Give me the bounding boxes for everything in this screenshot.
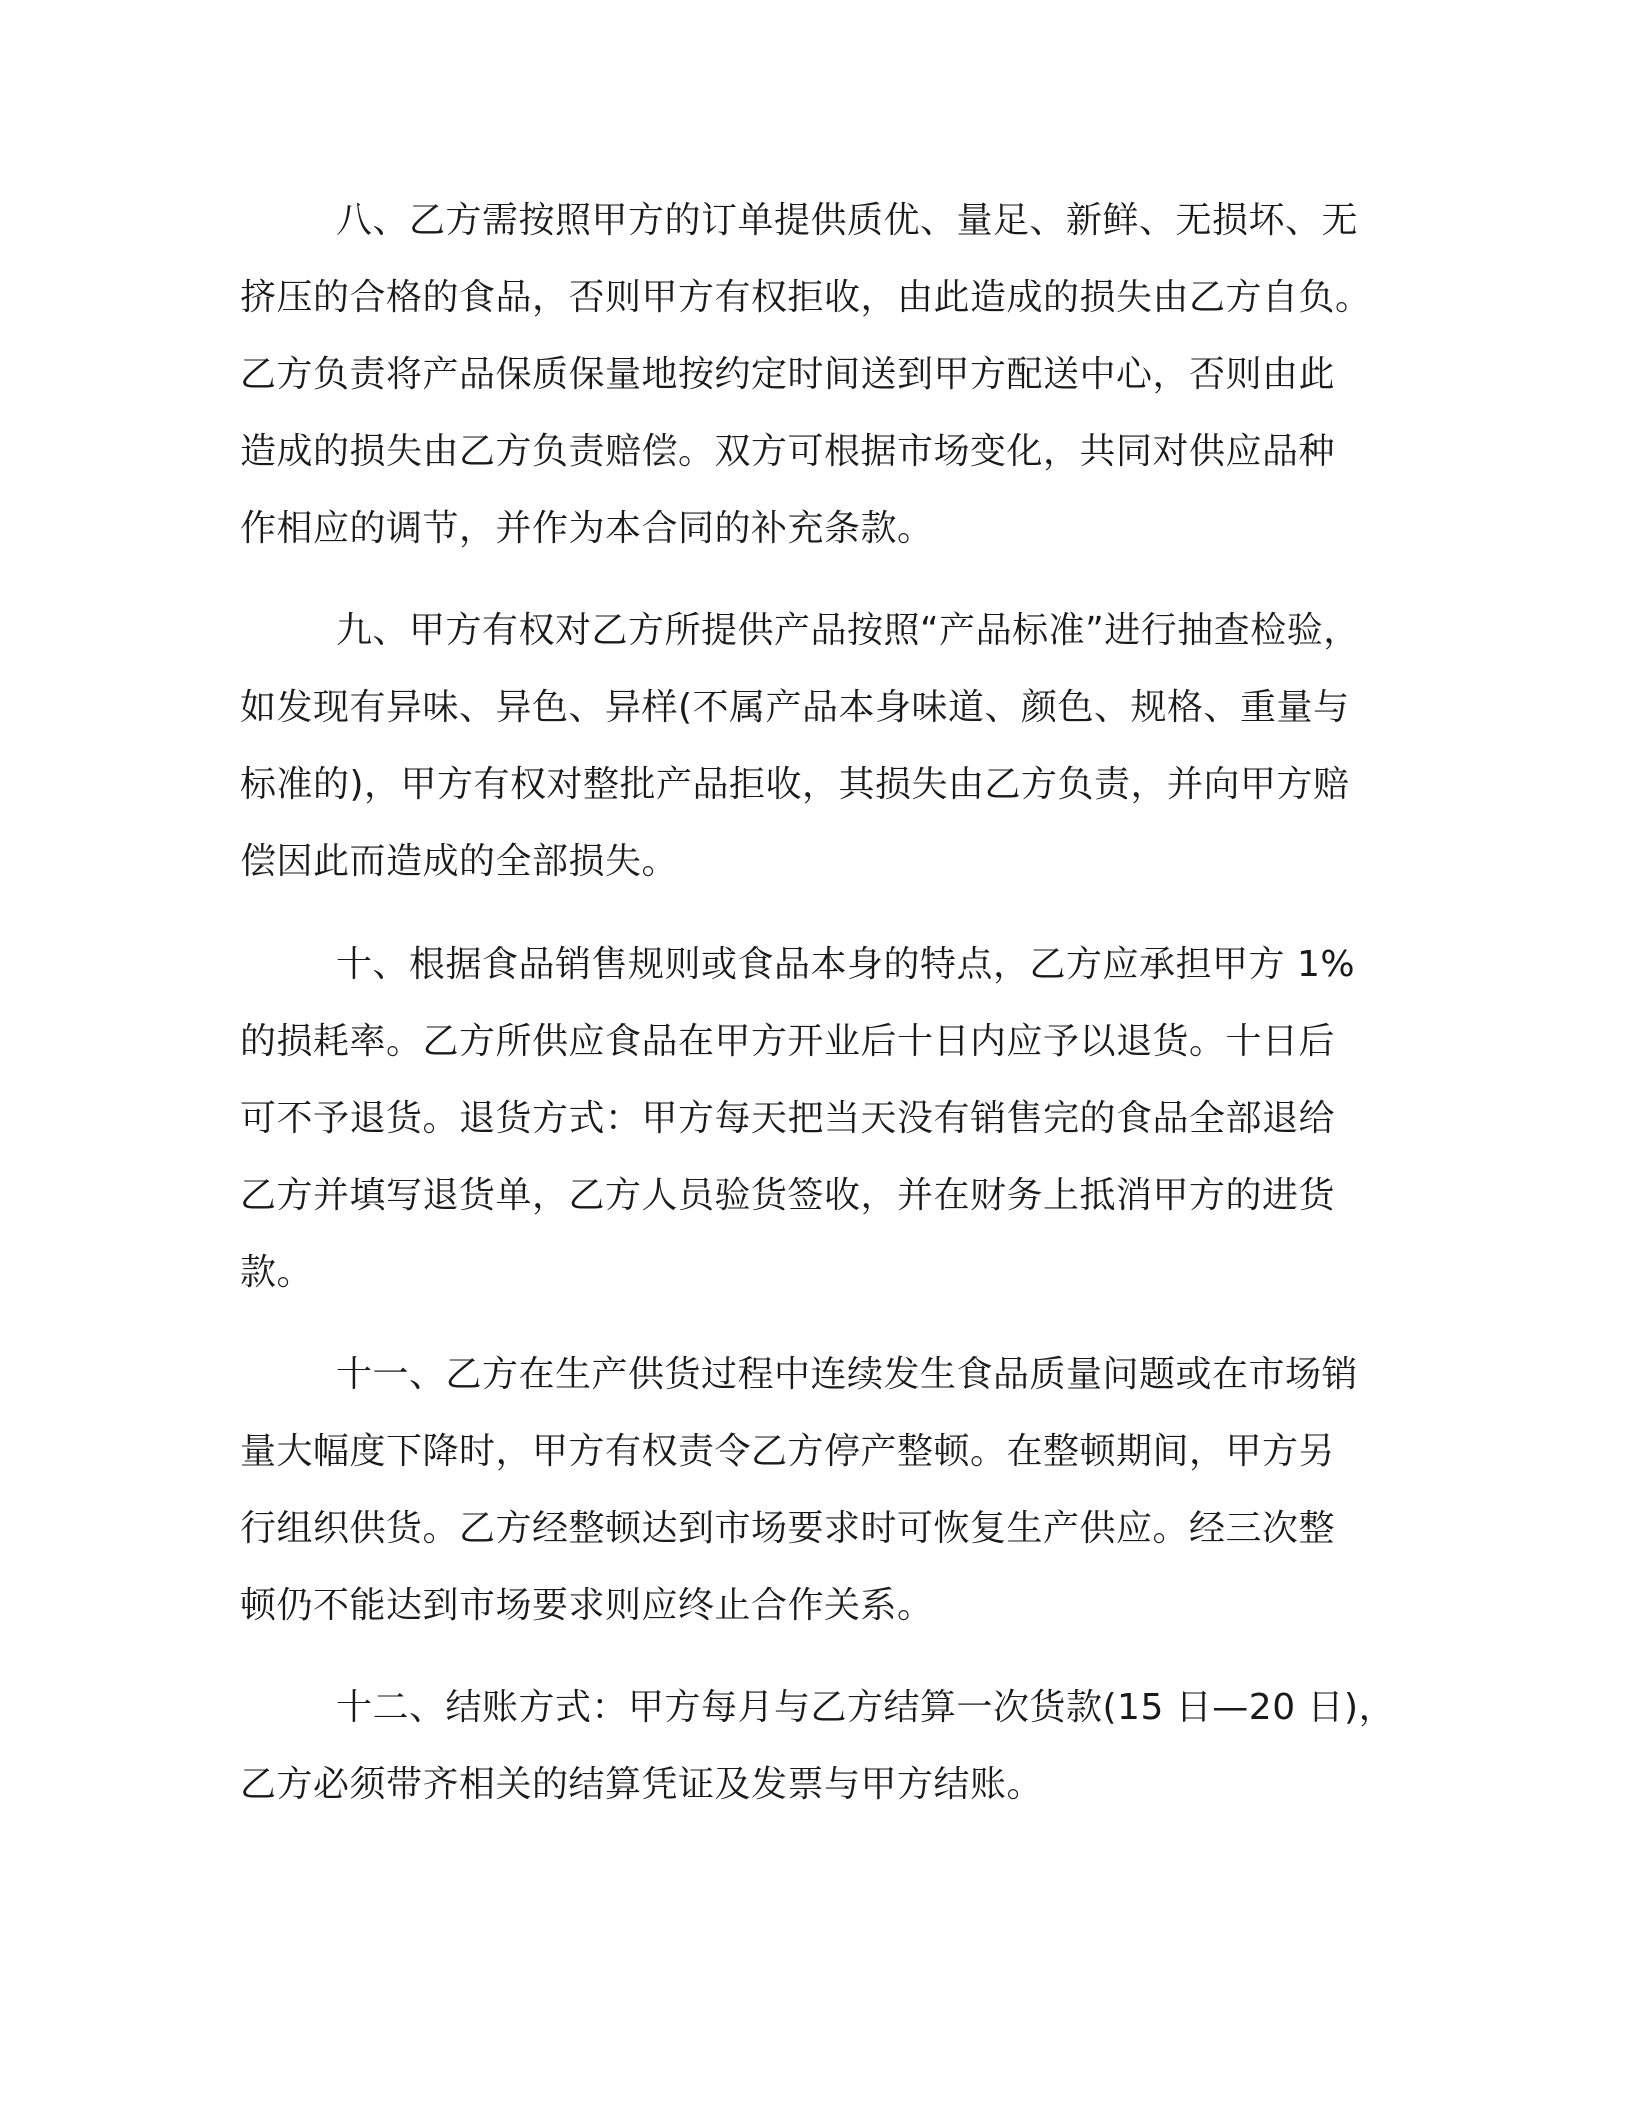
clause-11-paragraph <box>240 1336 1390 1644</box>
clause-8-paragraph <box>240 182 1390 567</box>
text-line: 如发现有异味、异色、异样(不属产品本身味道、颜色、规格、重量与 <box>240 687 1350 728</box>
text-line: 款。 <box>240 1252 314 1293</box>
text-line: 顿仍不能达到市场要求则应终止合作关系。 <box>240 1585 934 1626</box>
text-line: 可不予退货。退货方式：甲方每天把当天没有销售完的食品全部退给 <box>240 1098 1336 1139</box>
text-line: 行组织供货。乙方经整顿达到市场要求时可恢复生产供应。经三次整 <box>240 1508 1336 1549</box>
text-line: 的损耗率。乙方所供应食品在甲方开业后十日内应予以退货。十日后 <box>240 1021 1336 1062</box>
text-line: 乙方并填写退货单，乙方人员验货签收，并在财务上抵消甲方的进货 <box>240 1175 1336 1216</box>
text-line: 作相应的调节，并作为本合同的补充条款。 <box>240 508 934 549</box>
text-line: 八、乙方需按照甲方的订单提供质优、量足、新鲜、无损坏、无 <box>336 200 1359 241</box>
text-line: 标准的)，甲方有权对整批产品拒收，其损失由乙方负责，并向甲方赔 <box>240 764 1350 805</box>
text-line: 十、根据食品销售规则或食品本身的特点，乙方应承担甲方 1% <box>336 944 1356 985</box>
clause-10-paragraph <box>240 926 1390 1311</box>
text-line: 乙方必须带齐相关的结算凭证及发票与甲方结账。 <box>240 1764 1044 1805</box>
text-line: 挤压的合格的食品，否则甲方有权拒收，由此造成的损失由乙方自负。 <box>240 277 1372 318</box>
clause-12-paragraph <box>240 1669 1396 1823</box>
clause-9-paragraph <box>240 592 1390 900</box>
text-line: 十二、结账方式：甲方每月与乙方结算一次货款(15 日—20 日)， <box>336 1687 1396 1728</box>
text-line: 乙方负责将产品保质保量地按约定时间送到甲方配送中心，否则由此 <box>240 354 1336 395</box>
text-line: 十一、乙方在生产供货过程中连续发生食品质量问题或在市场销 <box>336 1354 1359 1395</box>
text-line: 偿因此而造成的全部损失。 <box>240 841 679 882</box>
text-line: 九、甲方有权对乙方所提供产品按照“产品标准”进行抽查检验， <box>336 610 1360 651</box>
text-line: 量大幅度下降时，甲方有权责令乙方停产整顿。在整顿期间，甲方另 <box>240 1431 1336 1472</box>
text-line: 造成的损失由乙方负责赔偿。双方可根据市场变化，共同对供应品种 <box>240 431 1336 472</box>
